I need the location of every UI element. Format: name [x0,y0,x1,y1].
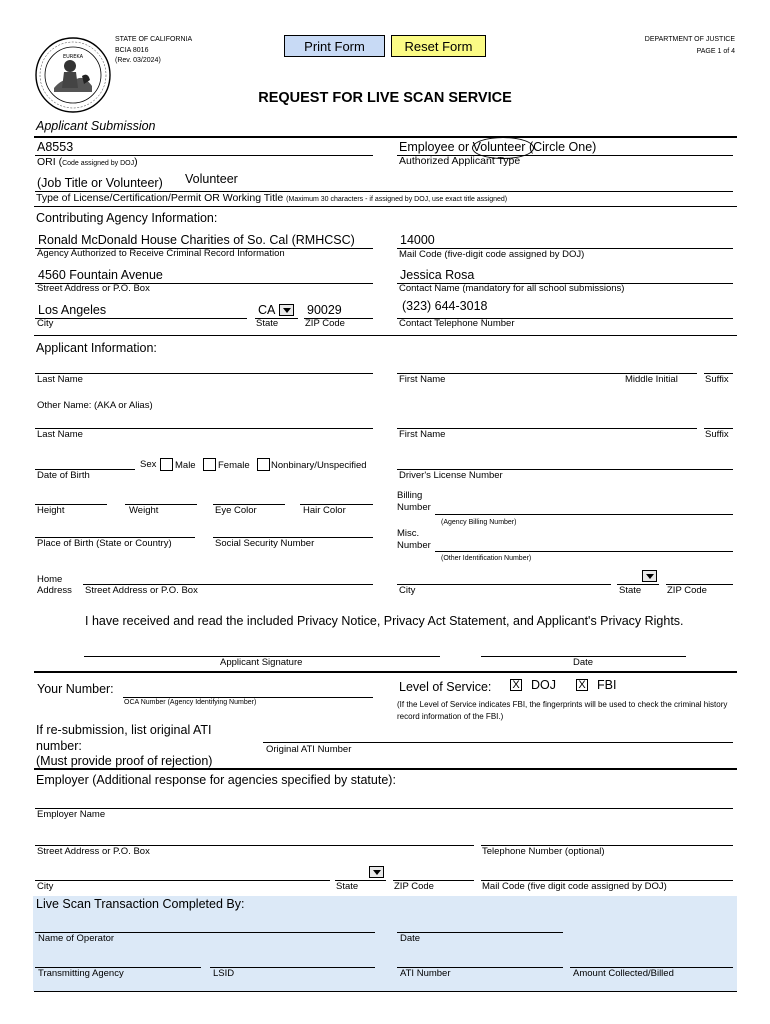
home-state-label: State [619,585,642,596]
height-label: Height [37,505,65,516]
ori-label: ORI (Code assigned by DOJ) [37,156,138,168]
billing-number-label: Billing Number [397,490,431,513]
employer-zip-label: ZIP Code [394,881,434,892]
section-live-scan: Live Scan Transaction Completed By: [36,897,245,911]
section-employer: Employer (Additional response for agencies specified by statute): [36,773,396,787]
lsid-label: LSID [213,968,235,979]
first-name-label: First Name [399,374,446,385]
weight-label: Weight [129,505,159,516]
eye-color-label: Eye Color [215,505,257,516]
drivers-license-label: Driver's License Number [399,470,503,481]
employer-street-label: Street Address or P.O. Box [37,846,150,857]
employer-phone-label: Telephone Number (optional) [482,846,605,857]
oca-label: OCA Number (Agency Identifying Number) [124,699,257,706]
suffix2-label: Suffix [705,429,729,440]
signature-date-label: Date [573,657,594,668]
fbi-checkbox[interactable]: X [576,679,588,691]
header-form-id: BCIA 8016 [115,47,149,54]
agency-value[interactable]: Ronald McDonald House Charities of So. Cal (RMHCSC) [38,233,355,247]
first-name2-label: First Name [399,429,446,440]
doj-label: DOJ [531,678,556,692]
male-label: Male [175,460,196,471]
home-address-label: Home Address [37,574,72,596]
applicant-signature-label: Applicant Signature [220,657,303,668]
fbi-label: FBI [597,678,617,692]
zip-value[interactable]: 90029 [307,303,342,317]
city-label: City [37,318,54,329]
nonbinary-checkbox[interactable] [257,458,270,471]
ssn-label: Social Security Number [215,538,315,549]
state-value[interactable]: CA [258,303,276,317]
proof-label: (Must provide proof of rejection) [36,754,213,768]
level-of-service-label: Level of Service: [399,680,492,694]
resubmission-label: If re-submission, list original ATI number: [36,723,212,753]
city-value[interactable]: Los Angeles [38,303,107,317]
sex-label: Sex [140,459,157,470]
nonbinary-label: Nonbinary/Unspecified [271,460,367,471]
female-checkbox[interactable] [203,458,216,471]
ati-number-label: ATI Number [400,968,451,979]
header-page: PAGE 1 of 4 [696,48,735,55]
page-title: REQUEST FOR LIVE SCAN SERVICE [258,90,512,106]
header-rev: (Rev. 03/2024) [115,57,161,64]
misc-number-label: Misc. Number [397,528,431,551]
phone-label: Contact Telephone Number [399,318,515,329]
mail-code-value[interactable]: 14000 [400,233,435,247]
privacy-statement: I have received and read the included Privacy Notice, Privacy Act Statement, and Applicant's Privacy Rights. [85,614,684,628]
header-dept: DEPARTMENT OF JUSTICE [644,36,735,43]
reset-form-button[interactable]: Reset Form [391,35,486,57]
other-id-label: (Other Identification Number) [441,555,532,562]
contact-label: Contact Name (mandatory for all school submissions) [399,283,625,294]
your-number-label: Your Number: [37,682,114,696]
home-street-label: Street Address or P.O. Box [85,585,198,596]
operator-label: Name of Operator [38,933,115,944]
ori-value[interactable]: A8553 [37,140,74,154]
zip-label: ZIP Code [305,318,345,329]
agency-billing-label: (Agency Billing Number) [441,519,517,526]
phone-value[interactable]: (323) 644-3018 [402,299,488,313]
last-name2-label: Last Name [37,429,83,440]
street-value[interactable]: 4560 Fountain Avenue [38,268,163,282]
fbi-note: (If the Level of Service indicates FBI, the fingerprints will be used to check the criminal history record information of the FBI.) [397,700,728,721]
print-form-button[interactable]: Print Form [284,35,385,57]
employer-state-dropdown[interactable] [369,866,384,878]
job-title-value[interactable]: Volunteer [185,172,238,186]
place-of-birth-label: Place of Birth (State or Country) [37,538,172,549]
section-applicant-info: Applicant Information: [36,341,157,355]
transmitting-agency-label: Transmitting Agency [38,968,124,979]
employee-volunteer-choice[interactable]: Employee or Volunteer (Circle One) [399,140,597,154]
street-label: Street Address or P.O. Box [37,283,150,294]
job-title-prefix: (Job Title or Volunteer) [37,176,163,190]
header-state: STATE OF CALIFORNIA [115,36,193,43]
original-ati-label: Original ATI Number [266,744,352,755]
authorized-type-label: Authorized Applicant Type [399,155,521,167]
suffix-label: Suffix [705,374,729,385]
home-state-dropdown[interactable] [642,570,657,582]
home-zip-label: ZIP Code [667,585,707,596]
live-scan-date-label: Date [400,933,421,944]
amount-collected-label: Amount Collected/Billed [573,968,674,979]
male-checkbox[interactable] [160,458,173,471]
section-applicant-submission: Applicant Submission [36,119,156,133]
svg-text:EUREKA: EUREKA [62,54,84,60]
contact-value[interactable]: Jessica Rosa [400,268,475,282]
agency-label: Agency Authorized to Receive Criminal Record Information [37,248,285,259]
state-dropdown[interactable] [279,304,294,316]
other-name-label: Other Name: (AKA or Alias) [37,400,153,411]
state-label: State [256,318,279,329]
doj-checkbox[interactable]: X [510,679,522,691]
home-city-label: City [399,585,416,596]
license-type-label: Type of License/Certification/Permit OR Working Title (Maximum 30 characters - if assigned by DOJ, use exact title assigned) [36,192,508,204]
female-label: Female [218,460,250,471]
hair-color-label: Hair Color [303,505,346,516]
employer-city-label: City [37,881,54,892]
mail-code-label: Mail Code (five-digit code assigned by DOJ) [399,249,585,260]
section-contributing-agency: Contributing Agency Information: [36,211,218,225]
employer-name-label: Employer Name [37,809,106,820]
last-name-label: Last Name [37,374,83,385]
employer-state-label: State [336,881,359,892]
middle-initial-label: Middle Initial [625,374,678,385]
dob-label: Date of Birth [37,470,90,481]
employer-mail-code-label: Mail Code (five digit code assigned by DOJ) [482,881,667,892]
